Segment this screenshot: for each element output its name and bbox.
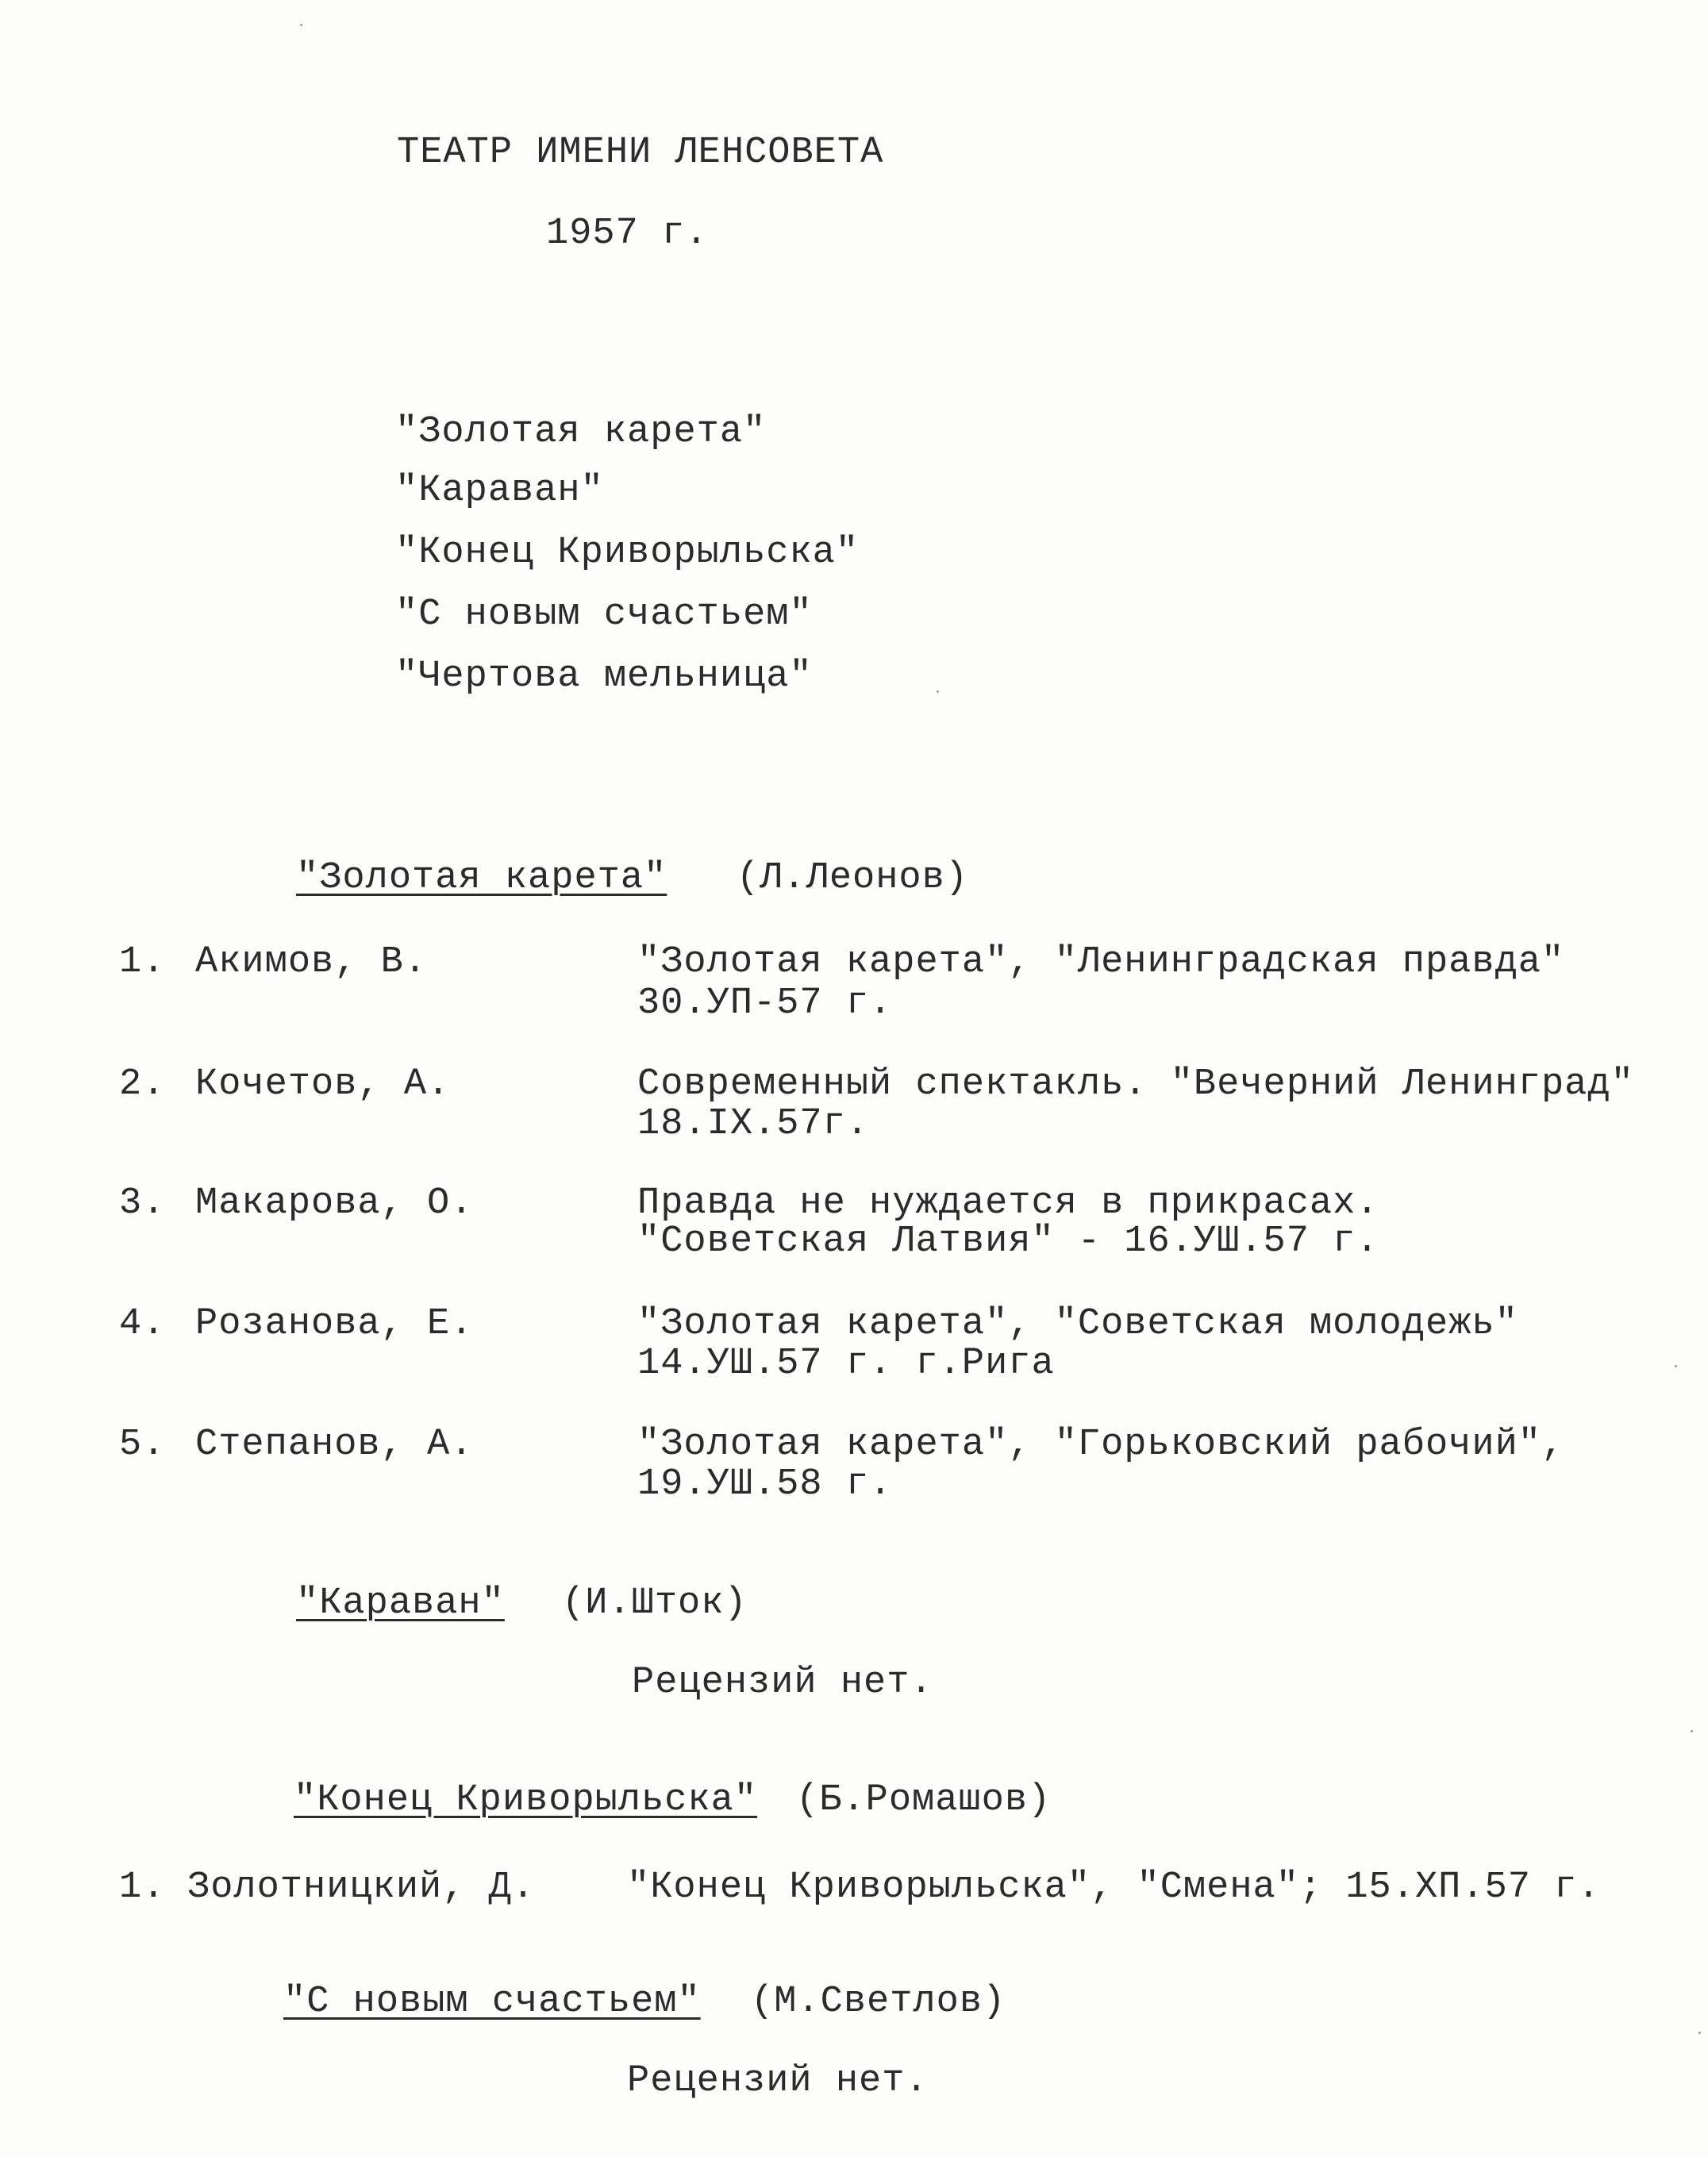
review-date: 18.IX.57г. xyxy=(637,1103,870,1145)
review-date: 19.УШ.58 г. xyxy=(637,1463,893,1505)
review-source: "Конец Криворыльска", "Смена"; 15.ХП.57 г. xyxy=(627,1867,1601,1909)
repertoire-item: "Золотая карета" xyxy=(395,411,767,453)
review-date: 14.УШ.57 г. г.Рига xyxy=(637,1343,1055,1385)
no-reviews-note: Рецензий нет. xyxy=(627,2060,929,2102)
section-author: (Б.Ромашов) xyxy=(796,1779,1052,1821)
review-number: 4. xyxy=(119,1303,166,1345)
review-number: 1. xyxy=(119,1867,166,1909)
review-author: Золотницкий, Д. xyxy=(187,1867,536,1909)
review-number: 3. xyxy=(119,1182,166,1225)
review-author: Акимов, В. xyxy=(195,941,428,983)
scan-speck xyxy=(937,690,939,693)
review-author: Макарова, О. xyxy=(195,1182,474,1225)
scan-speck xyxy=(300,24,302,26)
repertoire-item: "Караван" xyxy=(395,470,604,512)
repertoire-item: "Конец Криворыльска" xyxy=(395,532,860,574)
review-source: "Золотая карета", "Горьковский рабочий", xyxy=(637,1424,1565,1466)
section-title: "Конец Криворыльска" xyxy=(294,1779,758,1821)
section-title: "Караван" xyxy=(296,1582,505,1624)
review-date: "Советская Латвия" - 16.УШ.57 г. xyxy=(637,1221,1379,1263)
section-author: (И.Шток) xyxy=(562,1582,748,1624)
review-date: 30.УП-57 г. xyxy=(637,982,893,1025)
section-author: (М.Светлов) xyxy=(751,1981,1006,2023)
review-source: "Золотая карета", "Ленинградская правда" xyxy=(637,941,1565,983)
review-source: Современный спектакль. "Вечерний Ленинград" xyxy=(637,1063,1634,1105)
year-heading: 1957 г. xyxy=(546,213,709,255)
review-author: Розанова, Е. xyxy=(195,1303,474,1345)
no-reviews-note: Рецензий нет. xyxy=(632,1662,933,1704)
review-number: 2. xyxy=(119,1063,166,1105)
review-source: Правда не нуждается в прикрасах. xyxy=(637,1182,1379,1225)
section-author: (Л.Леонов) xyxy=(737,857,969,899)
section-title: "Золотая карета" xyxy=(296,857,667,899)
review-source: "Золотая карета", "Советская молодежь" xyxy=(637,1303,1518,1345)
review-number: 1. xyxy=(119,941,166,983)
repertoire-item: "Чертова мельница" xyxy=(395,656,813,698)
repertoire-item: "С новым счастьем" xyxy=(395,594,813,636)
theatre-title: ТЕАТР ИМЕНИ ЛЕНСОВЕТА xyxy=(397,132,884,174)
section-title: "С новым счастьем" xyxy=(283,1981,701,2023)
scan-speck xyxy=(1698,2032,1701,2034)
scan-speck xyxy=(1691,1730,1693,1732)
review-author: Кочетов, А. xyxy=(195,1063,451,1105)
review-author: Степанов, А. xyxy=(195,1424,474,1466)
review-number: 5. xyxy=(119,1424,166,1466)
scan-speck xyxy=(1675,1365,1677,1367)
